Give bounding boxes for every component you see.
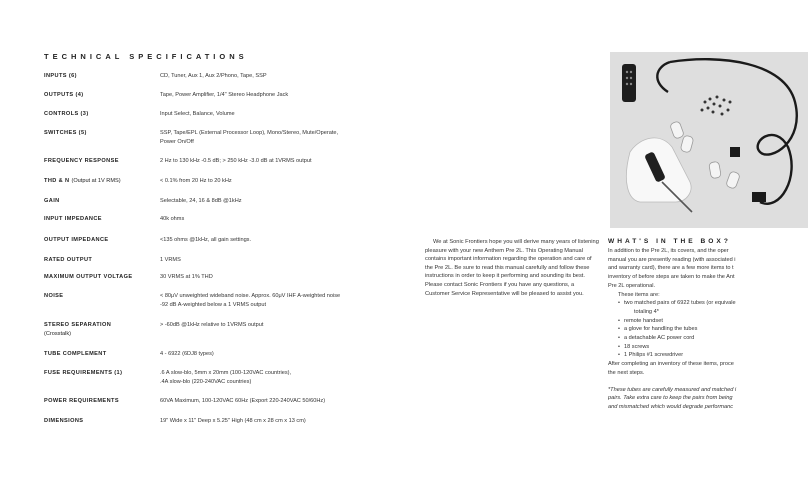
spec-label <box>44 215 156 224</box>
box-paragraph-line: manual you are presently reading (with associated i <box>608 256 736 263</box>
spec-value-line: 19" Wide x 11" Deep x 5.25" High (48 cm x 28 cm x 13 cm) <box>160 418 306 424</box>
items-list <box>608 299 808 360</box>
list-item: • remote handset <box>608 317 808 326</box>
box-paragraph-line: inventory of before steps are taken to make the Ant <box>608 274 735 281</box>
footnote-line: pairs. Take extra care to keep the pairs from being <box>608 395 733 402</box>
spec-label <box>44 256 156 265</box>
spec-label-text: OUTPUT IMPEDANCE <box>44 237 109 243</box>
spec-label <box>44 417 156 426</box>
footnote-line: *These tubes are carefully measured and matched i <box>608 386 737 393</box>
spec-value-line: 30 VRMS at 1% THD <box>160 274 213 280</box>
box-paragraph-line: and warranty card), there are a few more items to t <box>608 265 734 272</box>
spec-label-text: RATED OUTPUT <box>44 257 93 263</box>
box-contents-text <box>608 247 808 412</box>
spec-label-text: GAIN <box>44 198 60 204</box>
spec-label-text: DIMENSIONS <box>44 418 84 424</box>
list-item: • 1 Philips #1 screwdriver <box>608 351 808 360</box>
footnote-line: and mismatched which would degrade performanc <box>608 403 733 410</box>
box-section-title: WHAT'S IN THE BOX? <box>608 238 731 245</box>
spec-label <box>44 177 156 186</box>
spec-value-line: CD, Tuner, Aux 1, Aux 2/Phono, Tape, SSP <box>160 73 267 79</box>
spec-value-line: < 80μV unweighted wideband noise. Approx. 60μV IHF A-weighted noise <box>160 293 341 299</box>
spec-value-line: 1 VRMS <box>160 257 181 263</box>
spec-value <box>160 197 416 206</box>
spec-label <box>44 157 156 166</box>
after-line: After completing an inventory of these items, proce <box>608 361 734 368</box>
spec-label-note: (Crosstalk) <box>44 331 72 337</box>
spec-label-note: (Output at 1V RMS) <box>71 178 121 184</box>
spec-value <box>160 177 416 186</box>
spec-value-line: 2 Hz to 130 kHz -0.5 dB; > 250 kHz -3.0 dB at 1VRMS output <box>160 158 312 164</box>
intro-text: We at Sonic Frontiers hope you will derive many years of listening pleasure with your new Anthem Pre 2L. This Operating Manual contains important information regarding the operation and care of the Pre 2L. Be sure to read this manual carefully and follow these instructions in order to keep it performing and sounding its best. Please contact Sonic Frontiers if you have any questions, a Customer Service Representative will be pleased to assist you. <box>425 239 599 297</box>
items-heading: These items are: <box>618 291 660 298</box>
spec-value-line: -92 dB A-weighted below a 1 VRMS output <box>160 302 267 308</box>
box-paragraph-line: In addition to the Pre 2L, its covers, and the oper <box>608 248 729 254</box>
spec-value-line: <135 ohms @1kHz, all gain settings. <box>160 237 252 243</box>
spec-label-text: STEREO SEPARATION <box>44 322 112 328</box>
spec-value-line: Power On/Off <box>160 139 194 145</box>
spec-value <box>160 417 416 426</box>
spec-value-line: 4 - 6922 (6DJ8 types) <box>160 351 214 357</box>
spec-value <box>160 236 416 245</box>
list-item: totaling 4* <box>634 308 659 315</box>
spec-value-line: .4A slow-blo (220-240VAC countries) <box>160 379 252 385</box>
spec-label <box>44 110 156 119</box>
spec-label-text: POWER REQUIREMENTS <box>44 398 119 404</box>
spec-value-line: 40k ohms <box>160 216 185 222</box>
spec-value <box>160 129 416 147</box>
spec-value-line: < 0.1% from 20 Hz to 20 kHz <box>160 178 232 184</box>
spec-value-line: > -60dB @1kHz relative to 1VRMS output <box>160 322 264 328</box>
spec-value <box>160 292 416 310</box>
spec-label-text: OUTPUTS (4) <box>44 92 84 98</box>
spec-value <box>160 273 416 282</box>
box-paragraph-line: Pre 2L operational. <box>608 282 656 289</box>
spec-label-text: INPUT IMPEDANCE <box>44 216 102 222</box>
spec-label <box>44 397 156 406</box>
spec-value-line: .6 A slow-blo, 5mm x 20mm (100-120VAC countries), <box>160 370 292 376</box>
spec-value <box>160 91 416 100</box>
after-line: the next steps. <box>608 369 645 376</box>
plug-icon <box>752 192 766 202</box>
spec-value <box>160 157 416 166</box>
spec-value <box>160 397 416 406</box>
spec-value-line: SSP, Tape/EPL (External Processor Loop), Mono/Stereo, Mute/Operate, <box>160 130 339 136</box>
box-contents-photo <box>610 52 808 228</box>
spec-label <box>44 369 156 378</box>
spec-value-line: 60VA Maximum, 100-120VAC 60Hz (Export 220-240VAC 50/60Hz) <box>160 398 326 404</box>
spec-value-line: Tape, Power Amplifier, 1/4" Stereo Headphone Jack <box>160 92 289 98</box>
page-title: TECHNICAL SPECIFICATIONS <box>44 52 248 61</box>
spec-label <box>44 321 156 339</box>
spec-label-text: INPUTS (6) <box>44 73 77 79</box>
list-item: • two matched pairs of 6922 tubes (or equivale <box>608 299 808 308</box>
spec-value <box>160 110 416 119</box>
spec-label-text: MAXIMUM OUTPUT VOLTAGE <box>44 274 133 280</box>
spec-value <box>160 369 416 387</box>
spec-value <box>160 72 416 81</box>
list-item: • 18 screws <box>608 343 808 352</box>
spec-value <box>160 256 416 265</box>
spec-label <box>44 72 156 81</box>
spec-label-text: FUSE REQUIREMENTS (1) <box>44 370 123 376</box>
spec-label <box>44 236 156 245</box>
spec-label <box>44 197 156 206</box>
spec-label-text: CONTROLS (3) <box>44 111 89 117</box>
spec-value-line: Selectable, 24, 16 & 8dB @1kHz <box>160 198 242 204</box>
remote-handset-icon <box>622 64 636 102</box>
spec-label-text: TUBE COMPLEMENT <box>44 351 107 357</box>
spec-label-text: THD & N <box>44 178 70 184</box>
list-item: • a detachable AC power cord <box>608 334 808 343</box>
spec-value <box>160 321 416 330</box>
spec-label <box>44 273 156 282</box>
spec-label <box>44 91 156 100</box>
spec-label-text: FREQUENCY RESPONSE <box>44 158 119 164</box>
plug-icon <box>730 147 740 157</box>
spec-label <box>44 350 156 359</box>
spec-label <box>44 129 156 138</box>
spec-value <box>160 215 416 224</box>
spec-label-text: SWITCHES (5) <box>44 130 87 136</box>
intro-paragraph <box>425 238 600 298</box>
spec-value-line: Input Select, Balance, Volume <box>160 111 235 117</box>
spec-value <box>160 350 416 359</box>
spec-label <box>44 292 156 301</box>
list-item: • a glove for handling the tubes <box>608 325 808 334</box>
spec-label-text: NOISE <box>44 293 64 299</box>
